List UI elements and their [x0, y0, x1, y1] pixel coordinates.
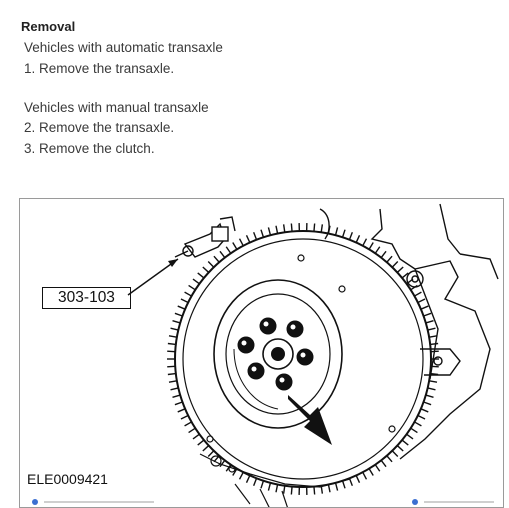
flywheel-tooth: [381, 460, 386, 466]
tool-number-label: 303-103: [42, 287, 131, 309]
flywheel-tooth: [233, 243, 237, 250]
flywheel-tooth: [375, 247, 380, 254]
flywheel-tooth: [392, 261, 398, 267]
flywheel-tooth: [284, 224, 285, 232]
flywheel-tooth: [392, 451, 398, 457]
flywheel-tooth: [173, 395, 181, 397]
flywheel-tooth: [369, 469, 373, 476]
flywheel-tooth: [171, 328, 179, 330]
flywheel-tooth: [387, 256, 392, 262]
flywheel-tooth: [328, 484, 330, 492]
step-1: 1. Remove the transaxle.: [24, 61, 174, 76]
section-heading: Removal: [21, 19, 75, 34]
flywheel-tooth: [418, 299, 425, 303]
flywheel-tooth: [343, 230, 345, 238]
flywheel-tooth: [363, 472, 367, 479]
flywheel-tooth: [240, 239, 244, 246]
flywheel-tooth: [430, 343, 438, 344]
flywheel-tooth: [198, 273, 204, 278]
flywheel-tooth: [387, 456, 392, 462]
step-3: 3. Remove the clutch.: [24, 141, 155, 156]
flywheel-tooth: [189, 285, 196, 289]
footer-toolbar-partial: [0, 497, 509, 504]
flywheel-tooth: [381, 251, 386, 257]
flywheel-tooth: [397, 267, 403, 272]
flywheel-tooth: [336, 483, 338, 491]
flywheel-tooth: [429, 336, 437, 337]
flywheel-tooth: [254, 478, 257, 485]
flywheel-tooth: [178, 409, 185, 412]
flywheel-tooth: [356, 475, 359, 482]
flywheel-tooth: [426, 395, 434, 397]
footer-left-bar: [44, 501, 154, 503]
flywheel-tooth: [168, 343, 176, 344]
flywheel-tooth: [291, 223, 292, 231]
flywheel-tooth: [189, 428, 196, 432]
footer-right-bar: [424, 501, 494, 503]
flywheel-tooth: [314, 223, 315, 231]
flywheel-illustration: [19, 198, 504, 508]
auto-transaxle-label: Vehicles with automatic transaxle: [24, 40, 223, 55]
flywheel-tooth: [261, 481, 263, 489]
flywheel-tooth: [261, 230, 263, 238]
flywheel-tooth: [240, 472, 244, 479]
flywheel-tooth: [247, 475, 250, 482]
flywheel-tooth: [173, 321, 181, 323]
flywheel-tooth: [198, 440, 204, 445]
flywheel-tooth: [208, 451, 214, 457]
flywheel-tooth: [203, 267, 209, 272]
flywheel-tooth: [363, 239, 367, 246]
flywheel-tooth: [181, 299, 188, 303]
flywheel-tooth: [407, 434, 413, 439]
flywheel-tooth: [336, 227, 338, 235]
flywheel-tooth: [178, 306, 185, 309]
manual-transaxle-label: Vehicles with manual transaxle: [24, 100, 209, 115]
flywheel-tooth: [276, 226, 278, 234]
flywheel-tooth: [284, 486, 285, 494]
flywheel-tooth: [369, 243, 373, 250]
figure-id: ELE0009421: [27, 471, 108, 487]
flywheel-tooth: [208, 261, 214, 267]
footer-right-icon: [412, 499, 418, 505]
flywheel-tooth: [428, 388, 436, 390]
flywheel-drawing: [20, 199, 504, 508]
flywheel-tooth: [226, 247, 231, 254]
flywheel-tooth: [421, 409, 428, 412]
flywheel-tooth: [171, 388, 179, 390]
flywheel-tooth: [169, 381, 177, 382]
flywheel-tooth: [424, 313, 432, 316]
step-2: 2. Remove the transaxle.: [24, 120, 174, 135]
flywheel-tooth: [397, 446, 403, 451]
flywheel-tooth: [268, 227, 270, 235]
flywheel-tooth: [169, 336, 177, 337]
flywheel-tooth: [203, 446, 209, 451]
flywheel-tooth: [314, 487, 315, 495]
flywheel-tooth: [418, 415, 425, 419]
flywheel-tooth: [411, 428, 418, 432]
flywheel-tooth: [321, 224, 322, 232]
flywheel-tooth: [181, 415, 188, 419]
flywheel-tooth: [254, 232, 257, 239]
flywheel-tooth: [185, 422, 192, 426]
flywheel-tooth: [175, 313, 183, 316]
flywheel-tooth: [175, 402, 183, 405]
flywheel-tooth: [343, 481, 345, 489]
flywheel-tooth: [214, 256, 219, 262]
flywheel-tooth: [356, 235, 359, 242]
flywheel-tooth: [193, 279, 199, 284]
flywheel-tooth: [421, 306, 428, 309]
flywheel-tooth: [414, 292, 421, 296]
flywheel-tooth: [349, 232, 352, 239]
flywheel-tooth: [268, 483, 270, 491]
flywheel-tooth: [414, 422, 421, 426]
flywheel-tooth: [220, 251, 225, 257]
flywheel-tooth: [430, 374, 438, 375]
flywheel-tooth: [428, 328, 436, 330]
flywheel-tooth: [402, 440, 408, 445]
flywheel-tooth: [168, 374, 176, 375]
flywheel-tooth: [291, 487, 292, 495]
footer-left-icon: [32, 499, 38, 505]
flywheel-tooth: [276, 484, 278, 492]
flywheel-tooth: [424, 402, 432, 405]
flywheel-tooth: [375, 465, 380, 472]
flywheel-tooth: [193, 434, 199, 439]
flywheel-tooth: [185, 292, 192, 296]
flywheel-tooth: [429, 381, 437, 382]
flywheel-tooth: [247, 235, 250, 242]
flywheel-tooth: [426, 321, 434, 323]
